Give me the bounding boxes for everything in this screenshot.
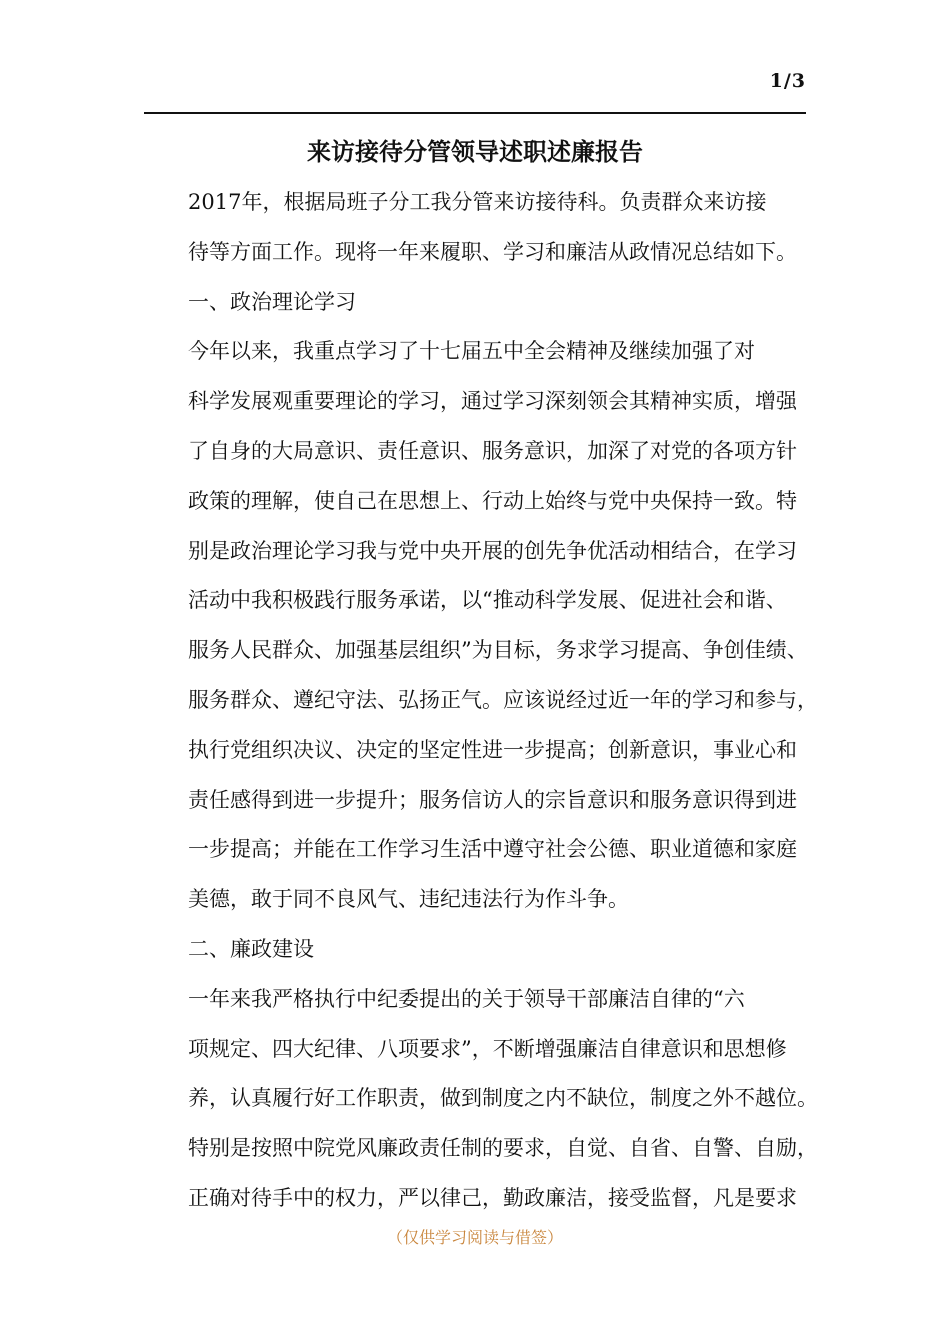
text-line: 责任感得到进一步提升；服务信访人的宗旨意识和服务意识得到进 [188,787,797,812]
text-line: 特别是按照中院党风廉政责任制的要求，自觉、自省、自警、自励， [188,1136,818,1161]
section-heading-integrity [144,925,806,975]
section-heading-politics [144,278,806,328]
text-line: 政策的理解，使自己在思想上、行动上始终与党中央保持一致。特 [188,488,797,513]
text-line: 一步提高；并能在工作学习生活中遵守社会公德、职业道德和家庭 [188,837,797,862]
page-number: 1/3 [769,70,806,92]
text-line: 活动中我积极践行服务承诺，以“推动科学发展、促进社会和谐、 [188,588,787,613]
text-line: 今年以来，我重点学习了十七届五中全会精神及继续加强了对 [188,339,755,364]
header-divider [144,112,806,114]
text-line: 别是政治理论学习我与党中央开展的创先争优活动相结合，在学习 [188,538,797,563]
text-line: 执行党组织决议、决定的坚定性进一步提高；创新意识，事业心和 [188,737,797,762]
document-title: 来访接待分管领导述职述廉报告 [307,137,643,166]
document-body [144,178,818,1224]
text-line: 正确对待手中的权力，严以律己，勤政廉洁，接受监督，凡是要求 [188,1185,797,1210]
heading-line: 一、政治理论学习 [188,289,356,314]
heading-line: 二、廉政建设 [188,936,314,961]
text-line: 美德，敢于同不良风气、违纪违法行为作斗争。 [188,887,629,912]
text-line: 养，认真履行好工作职责，做到制度之内不缺位，制度之外不越位。 [188,1086,818,1111]
paragraph-politics [144,327,818,925]
text-line: 服务群众、遵纪守法、弘扬正气。应该说经过近一年的学习和参与， [188,687,818,712]
text-line: 项规定、四大纪律、八项要求”，不断增强廉洁自律意识和思想修 [188,1036,787,1061]
footer-note: （仅供学习阅读与借签） [386,1228,563,1247]
paragraph-intro [144,178,806,278]
text-line: 了自身的大局意识、责任意识、服务意识，加深了对党的各项方针 [188,438,797,463]
text-line: 科学发展观重要理论的学习，通过学习深刻领会其精神实质，增强 [188,389,797,414]
paragraph-integrity [144,975,818,1224]
text-line: 一年来我严格执行中纪委提出的关于领导干部廉洁自律的“六 [188,986,745,1011]
text-line: 待等方面工作。现将一年来履职、学习和廉洁从政情况总结如下。 [188,239,797,264]
text-line: 2017年，根据局班子分工我分管来访接待科。负责群众来访接 [188,190,767,214]
text-line: 服务人民群众、加强基层组织”为目标，务求学习提高、争创佳绩、 [188,638,808,663]
